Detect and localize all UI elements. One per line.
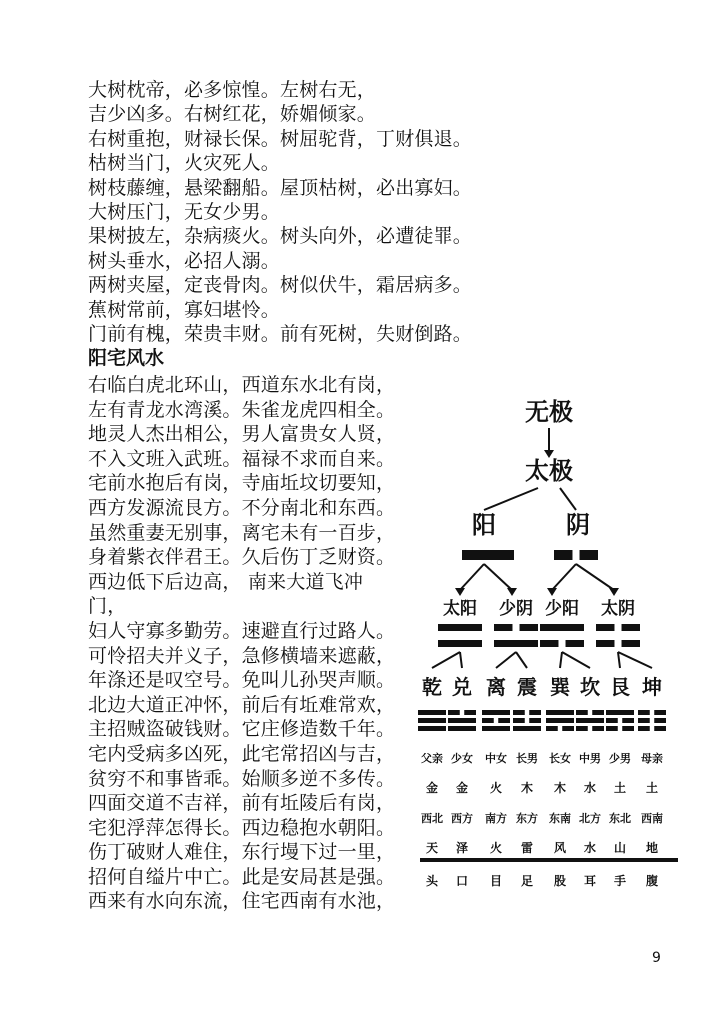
bagua-diagram bbox=[418, 378, 680, 912]
symbol-line bbox=[494, 624, 512, 631]
trigram-label: 兑 bbox=[452, 675, 472, 699]
directions-label: 东南 bbox=[549, 812, 571, 825]
yang-label: 阳 bbox=[472, 511, 496, 539]
connector-line bbox=[484, 564, 512, 590]
yin-line bbox=[554, 550, 572, 560]
trigram-line bbox=[513, 710, 525, 715]
symbol-line bbox=[566, 640, 584, 647]
yang-line bbox=[462, 550, 514, 560]
body-label: 腹 bbox=[645, 874, 659, 888]
trigram-label: 巽 bbox=[550, 675, 570, 699]
symbol-line bbox=[540, 640, 558, 647]
directions-label: 南方 bbox=[485, 812, 507, 825]
top-text-block bbox=[88, 78, 508, 371]
symbol-line bbox=[596, 640, 614, 647]
text-line: 虽然重妻无别事，离宅未有一百步， bbox=[88, 521, 396, 544]
connector-line bbox=[618, 652, 620, 668]
trigram-line bbox=[546, 718, 574, 723]
elements-label: 金 bbox=[425, 781, 439, 795]
text-line: 右树重抱，财禄长保。树屈驼背，丁财俱退。 bbox=[88, 127, 473, 150]
trigram-line bbox=[654, 718, 666, 723]
trigram-line bbox=[448, 710, 460, 715]
trigram-line bbox=[606, 726, 618, 731]
trigram-line bbox=[638, 726, 650, 731]
trigram-line bbox=[606, 718, 618, 723]
wuji-label: 无极 bbox=[525, 398, 573, 426]
trigram-label: 震 bbox=[517, 675, 537, 699]
family-label: 少男 bbox=[609, 752, 631, 765]
elements-label: 土 bbox=[645, 781, 659, 795]
connector-line bbox=[562, 652, 590, 668]
trigram-line bbox=[482, 710, 510, 715]
elements-label: 水 bbox=[583, 781, 597, 795]
symbol-line bbox=[494, 640, 538, 647]
elements-label: 木 bbox=[520, 781, 534, 795]
text-line: 伤丁破财人难住，东行墁下过一里， bbox=[88, 841, 396, 864]
text-line: 蕉树常前，寡妇堪怜。 bbox=[88, 298, 281, 321]
directions-label: 西北 bbox=[421, 812, 443, 825]
body-label: 手 bbox=[613, 874, 627, 888]
elements-label: 土 bbox=[613, 781, 627, 795]
symbol-line bbox=[596, 624, 614, 631]
arrow-head bbox=[547, 588, 557, 596]
symbol-line bbox=[622, 624, 640, 631]
nature-label: 水 bbox=[583, 841, 597, 855]
trigram-line bbox=[448, 726, 476, 731]
ground-line bbox=[420, 858, 678, 862]
directions-label: 东方 bbox=[516, 812, 538, 825]
text-line: 右临白虎北环山，西道东水北有岗， bbox=[88, 374, 396, 396]
symbol-line bbox=[438, 640, 482, 647]
page-number: 9 bbox=[652, 950, 661, 966]
trigram-line bbox=[592, 710, 604, 715]
trigram-line bbox=[482, 718, 494, 723]
trigram-line bbox=[622, 726, 634, 731]
trigram-line bbox=[513, 718, 525, 723]
text-line: 果树披左，杂病痰火。树头向外，必遭徒罪。 bbox=[88, 225, 473, 248]
trigram-line bbox=[418, 726, 446, 731]
yin-line bbox=[580, 550, 598, 560]
body-label: 口 bbox=[455, 874, 469, 888]
connector-line bbox=[484, 488, 538, 510]
section-heading: 阳宅风水 bbox=[88, 347, 165, 370]
connector-line bbox=[496, 652, 516, 668]
connector-line bbox=[560, 488, 576, 510]
family-label: 中男 bbox=[579, 752, 601, 765]
trigram-label: 乾 bbox=[422, 675, 442, 699]
four-symbol-label: 太阴 bbox=[601, 599, 635, 619]
trigram-line bbox=[529, 718, 541, 723]
connector-line bbox=[618, 652, 652, 668]
connector-line bbox=[576, 564, 614, 590]
family-label: 长男 bbox=[516, 752, 538, 765]
text-line: 西来有水向东流，住宅西南有水池， bbox=[88, 890, 396, 913]
text-line: 地灵人杰出相公，男人富贵女人贤， bbox=[88, 423, 396, 446]
body-label: 头 bbox=[425, 874, 439, 888]
trigram-line bbox=[418, 718, 446, 723]
four-symbol-label: 少阴 bbox=[499, 599, 533, 619]
trigram-line bbox=[654, 710, 666, 715]
nature-label: 地 bbox=[645, 841, 659, 855]
arrow-head bbox=[455, 588, 465, 596]
elements-label: 木 bbox=[553, 781, 567, 795]
trigram-line bbox=[562, 726, 574, 731]
trigram-line bbox=[622, 718, 634, 723]
left-text-column bbox=[88, 373, 418, 914]
symbol-line bbox=[520, 624, 538, 631]
symbol-line bbox=[438, 624, 482, 631]
trigram-line bbox=[498, 718, 510, 723]
text-line: 不入文班入武班。福禄不求而自来。 bbox=[88, 447, 396, 470]
text-line: 大树枕帝，必多惊惶。左树右无， bbox=[88, 79, 377, 101]
trigram-line bbox=[592, 726, 604, 731]
trigram-line bbox=[464, 710, 476, 715]
text-line: 大树压门，无女少男。 bbox=[88, 201, 281, 224]
nature-label: 雷 bbox=[520, 841, 534, 855]
yin-label: 阴 bbox=[566, 511, 590, 539]
trigram-line bbox=[529, 710, 541, 715]
text-line: 树头垂水，必招人溺。 bbox=[88, 249, 281, 272]
directions-label: 西方 bbox=[451, 812, 473, 825]
four-symbol-label: 太阳 bbox=[443, 599, 477, 619]
trigram-label: 艮 bbox=[610, 675, 630, 699]
body-label: 耳 bbox=[583, 874, 597, 888]
text-line: 妇人守寡多勤劳。速避直行过路人。 bbox=[88, 619, 396, 642]
text-line: 招何自缢片中亡。此是安局甚是强。 bbox=[88, 865, 396, 888]
bagua-diagram-svg bbox=[418, 378, 680, 912]
text-line: 西方发源流艮方。不分南北和东西。 bbox=[88, 496, 396, 519]
text-line: 门， bbox=[88, 595, 127, 618]
text-line: 宅内受病多凶死，此宅常招凶与吉， bbox=[88, 742, 396, 765]
trigram-line bbox=[638, 710, 650, 715]
family-label: 母亲 bbox=[641, 752, 663, 765]
text-line: 四面交道不吉祥，前有坵陵后有岗， bbox=[88, 792, 396, 815]
family-label: 中女 bbox=[485, 752, 507, 765]
text-line: 年涤还是叹空号。免叫儿孙哭声顺。 bbox=[88, 669, 396, 692]
body-label: 目 bbox=[489, 874, 503, 888]
trigram-line bbox=[513, 726, 541, 731]
text-line: 西边低下后边高， 南来大道飞冲 bbox=[88, 570, 364, 593]
connector-line bbox=[516, 652, 527, 668]
symbol-line bbox=[540, 624, 584, 631]
text-line: 身着紫衣伴君王。久后伤丁乏财资。 bbox=[88, 546, 396, 569]
trigram-line bbox=[606, 710, 634, 715]
text-line: 北边大道正冲怀，前后有坵难常欢， bbox=[88, 693, 396, 716]
directions-label: 东北 bbox=[609, 812, 631, 825]
directions-label: 北方 bbox=[579, 812, 601, 825]
text-line: 宅前水抱后有岗，寺庙坵坟切要知， bbox=[88, 472, 396, 495]
symbol-line bbox=[622, 640, 640, 647]
trigram-line bbox=[638, 718, 650, 723]
trigram-line bbox=[546, 726, 558, 731]
arrow-head bbox=[609, 588, 619, 596]
body-label: 足 bbox=[520, 874, 534, 888]
text-line: 枯树当门，火灾死人。 bbox=[88, 152, 281, 175]
text-line: 门前有槐，荣贵丰财。前有死树，失财倒路。 bbox=[88, 323, 473, 346]
text-line: 可怜招夫并义子，急修横墙来遮蔽， bbox=[88, 644, 396, 667]
trigram-label: 坤 bbox=[642, 675, 662, 699]
trigram-line bbox=[418, 710, 446, 715]
connector-line bbox=[460, 564, 484, 590]
nature-label: 天 bbox=[425, 841, 439, 855]
nature-label: 山 bbox=[613, 841, 627, 855]
trigram-line bbox=[482, 726, 510, 731]
family-label: 长女 bbox=[549, 752, 571, 765]
family-label: 少女 bbox=[451, 752, 473, 765]
connector-line bbox=[560, 652, 562, 668]
four-symbol-label: 少阳 bbox=[545, 599, 579, 619]
text-line: 两树夹屋，定丧骨肉。树似伏牛，霜居病多。 bbox=[88, 274, 473, 297]
text-line: 左有青龙水湾溪。朱雀龙虎四相全。 bbox=[88, 398, 396, 421]
connector-line bbox=[460, 652, 462, 668]
trigram-line bbox=[576, 718, 604, 723]
trigram-label: 坎 bbox=[580, 675, 600, 699]
nature-label: 风 bbox=[553, 841, 567, 855]
trigram-line bbox=[576, 726, 588, 731]
text-line: 树枝藤缠，悬梁翻船。屋顶枯树，必出寡妇。 bbox=[88, 176, 473, 199]
text-line: 主招贼盗破钱财。它庄修造数千年。 bbox=[88, 718, 396, 741]
arrow-head bbox=[507, 588, 517, 596]
nature-label: 泽 bbox=[455, 841, 469, 855]
nature-label: 火 bbox=[489, 841, 503, 855]
trigram-line bbox=[448, 718, 476, 723]
taiji-label: 太极 bbox=[525, 457, 573, 485]
family-label: 父亲 bbox=[421, 752, 443, 765]
directions-label: 西南 bbox=[641, 812, 663, 825]
body-label: 股 bbox=[553, 874, 567, 888]
connector-line bbox=[432, 652, 460, 668]
trigram-line bbox=[654, 726, 666, 731]
text-line: 吉少凶多。右树红花，娇媚倾家。 bbox=[88, 103, 377, 126]
elements-label: 火 bbox=[489, 781, 503, 795]
trigram-line bbox=[576, 710, 588, 715]
connector-line bbox=[552, 564, 576, 590]
trigram-label: 离 bbox=[486, 675, 506, 699]
elements-label: 金 bbox=[455, 781, 469, 795]
text-line: 宅犯浮萍怎得长。西边稳抱水朝阳。 bbox=[88, 816, 396, 839]
trigram-line bbox=[546, 710, 574, 715]
text-line: 贫穷不和事皆乖。始顺多逆不多传。 bbox=[88, 767, 396, 790]
